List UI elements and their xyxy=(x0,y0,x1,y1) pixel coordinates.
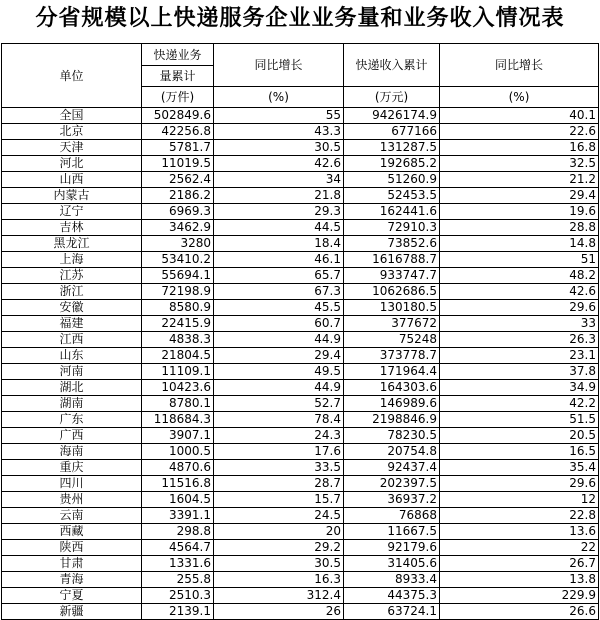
cell-volume: 3280 xyxy=(142,236,214,252)
cell-volume: 2510.3 xyxy=(142,588,214,604)
cell-revenue: 192685.2 xyxy=(344,156,440,172)
cell-volume-growth: 42.6 xyxy=(214,156,344,172)
cell-revenue: 51260.9 xyxy=(344,172,440,188)
cell-volume-growth: 30.5 xyxy=(214,556,344,572)
cell-volume: 10423.6 xyxy=(142,380,214,396)
cell-volume: 118684.3 xyxy=(142,412,214,428)
cell-revenue: 31405.6 xyxy=(344,556,440,572)
cell-revenue-growth: 23.1 xyxy=(440,348,599,364)
cell-province: 湖南 xyxy=(2,396,142,412)
cell-volume: 55694.1 xyxy=(142,268,214,284)
cell-revenue-growth: 40.1 xyxy=(440,108,599,124)
cell-volume: 3391.1 xyxy=(142,508,214,524)
cell-province: 甘肃 xyxy=(2,556,142,572)
cell-volume-growth: 312.4 xyxy=(214,588,344,604)
cell-province: 云南 xyxy=(2,508,142,524)
cell-revenue-growth: 29.4 xyxy=(440,188,599,204)
cell-revenue: 1062686.5 xyxy=(344,284,440,300)
cell-province: 海南 xyxy=(2,444,142,460)
cell-revenue: 20754.8 xyxy=(344,444,440,460)
cell-volume-growth: 20 xyxy=(214,524,344,540)
cell-province: 全国 xyxy=(2,108,142,124)
cell-revenue: 76868 xyxy=(344,508,440,524)
cell-province: 江苏 xyxy=(2,268,142,284)
cell-volume-growth: 24.5 xyxy=(214,508,344,524)
blank-row xyxy=(0,36,600,43)
table-row xyxy=(2,540,599,556)
table-row xyxy=(2,156,599,172)
cell-volume: 11019.5 xyxy=(142,156,214,172)
cell-volume: 11109.1 xyxy=(142,364,214,380)
cell-volume: 3907.1 xyxy=(142,428,214,444)
table-row xyxy=(2,444,599,460)
cell-volume: 21804.5 xyxy=(142,348,214,364)
cell-volume: 4838.3 xyxy=(142,332,214,348)
cell-volume: 5781.7 xyxy=(142,140,214,156)
cell-revenue: 8933.4 xyxy=(344,572,440,588)
table-row xyxy=(2,316,599,332)
cell-volume-growth: 52.7 xyxy=(214,396,344,412)
table-row xyxy=(2,508,599,524)
cell-volume: 22415.9 xyxy=(142,316,214,332)
cell-revenue-growth: 35.4 xyxy=(440,460,599,476)
cell-revenue: 146989.6 xyxy=(344,396,440,412)
cell-revenue: 373778.7 xyxy=(344,348,440,364)
cell-revenue-growth: 26.7 xyxy=(440,556,599,572)
cell-revenue-growth: 26.3 xyxy=(440,332,599,348)
table-row xyxy=(2,220,599,236)
cell-province: 广东 xyxy=(2,412,142,428)
table-row xyxy=(2,332,599,348)
cell-revenue-growth: 29.6 xyxy=(440,476,599,492)
cell-volume-growth: 30.5 xyxy=(214,140,344,156)
cell-revenue: 130180.5 xyxy=(344,300,440,316)
cell-province: 贵州 xyxy=(2,492,142,508)
table-row xyxy=(2,396,599,412)
cell-revenue-growth: 28.8 xyxy=(440,220,599,236)
cell-revenue: 63724.1 xyxy=(344,604,440,620)
cell-volume-growth: 26 xyxy=(214,604,344,620)
cell-volume: 2139.1 xyxy=(142,604,214,620)
cell-volume: 72198.9 xyxy=(142,284,214,300)
cell-province: 河北 xyxy=(2,156,142,172)
cell-volume-growth: 43.3 xyxy=(214,124,344,140)
cell-revenue: 9426174.9 xyxy=(344,108,440,124)
table-row xyxy=(2,604,599,620)
cell-volume: 2186.2 xyxy=(142,188,214,204)
table-row xyxy=(2,380,599,396)
cell-volume: 298.8 xyxy=(142,524,214,540)
cell-province: 江西 xyxy=(2,332,142,348)
data-table xyxy=(1,43,599,620)
table-row xyxy=(2,460,599,476)
cell-revenue-growth: 22.8 xyxy=(440,508,599,524)
cell-volume-growth: 16.3 xyxy=(214,572,344,588)
cell-revenue-growth: 19.6 xyxy=(440,204,599,220)
cell-revenue: 164303.6 xyxy=(344,380,440,396)
header-revenue: 快递收入累计 xyxy=(344,44,440,87)
cell-revenue: 677166 xyxy=(344,124,440,140)
cell-province: 安徽 xyxy=(2,300,142,316)
cell-province: 浙江 xyxy=(2,284,142,300)
table-row xyxy=(2,572,599,588)
cell-volume-growth: 44.9 xyxy=(214,332,344,348)
cell-volume: 11516.8 xyxy=(142,476,214,492)
cell-revenue-growth: 32.5 xyxy=(440,156,599,172)
cell-revenue-growth: 51 xyxy=(440,252,599,268)
header-volume-unit: (万件) xyxy=(142,87,214,108)
table-row xyxy=(2,252,599,268)
cell-volume: 1604.5 xyxy=(142,492,214,508)
cell-revenue-growth: 51.5 xyxy=(440,412,599,428)
cell-revenue: 1616788.7 xyxy=(344,252,440,268)
cell-revenue-growth: 13.8 xyxy=(440,572,599,588)
cell-revenue-growth: 13.6 xyxy=(440,524,599,540)
table-row xyxy=(2,556,599,572)
cell-revenue-growth: 37.8 xyxy=(440,364,599,380)
table-row xyxy=(2,204,599,220)
cell-revenue: 171964.4 xyxy=(344,364,440,380)
cell-volume-growth: 46.1 xyxy=(214,252,344,268)
table-row xyxy=(2,188,599,204)
cell-volume-growth: 60.7 xyxy=(214,316,344,332)
table-row xyxy=(2,476,599,492)
cell-volume-growth: 15.7 xyxy=(214,492,344,508)
cell-volume-growth: 78.4 xyxy=(214,412,344,428)
cell-province: 河南 xyxy=(2,364,142,380)
cell-revenue: 75248 xyxy=(344,332,440,348)
header-volume-growth: 同比增长 xyxy=(214,44,344,87)
table-row xyxy=(2,284,599,300)
cell-revenue-growth: 48.2 xyxy=(440,268,599,284)
cell-volume: 53410.2 xyxy=(142,252,214,268)
cell-volume-growth: 65.7 xyxy=(214,268,344,284)
cell-revenue-growth: 33 xyxy=(440,316,599,332)
cell-revenue-growth: 16.8 xyxy=(440,140,599,156)
cell-volume: 8580.9 xyxy=(142,300,214,316)
header-volume-growth-unit: (%) xyxy=(214,87,344,108)
cell-volume-growth: 29.2 xyxy=(214,540,344,556)
cell-volume: 3462.9 xyxy=(142,220,214,236)
cell-province: 陕西 xyxy=(2,540,142,556)
header-revenue-growth: 同比增长 xyxy=(440,44,599,87)
cell-revenue-growth: 22.6 xyxy=(440,124,599,140)
cell-volume-growth: 29.3 xyxy=(214,204,344,220)
table-row xyxy=(2,348,599,364)
cell-revenue-growth: 42.2 xyxy=(440,396,599,412)
cell-province: 黑龙江 xyxy=(2,236,142,252)
cell-province: 新疆 xyxy=(2,604,142,620)
table-header xyxy=(2,44,599,108)
cell-revenue-growth: 26.6 xyxy=(440,604,599,620)
cell-revenue: 11667.5 xyxy=(344,524,440,540)
cell-revenue-growth: 20.5 xyxy=(440,428,599,444)
cell-revenue: 131287.5 xyxy=(344,140,440,156)
cell-revenue: 72910.3 xyxy=(344,220,440,236)
cell-revenue: 92179.6 xyxy=(344,540,440,556)
cell-volume: 8780.1 xyxy=(142,396,214,412)
cell-volume-growth: 44.5 xyxy=(214,220,344,236)
sheet-title: 分省规模以上快递服务企业业务量和业务收入情况表 xyxy=(35,5,565,31)
header-revenue-unit: (万元) xyxy=(344,87,440,108)
table-row xyxy=(2,124,599,140)
cell-province: 山东 xyxy=(2,348,142,364)
cell-revenue: 44375.3 xyxy=(344,588,440,604)
table-row xyxy=(2,492,599,508)
table-row xyxy=(2,140,599,156)
cell-volume: 6969.3 xyxy=(142,204,214,220)
cell-revenue-growth: 12 xyxy=(440,492,599,508)
cell-province: 四川 xyxy=(2,476,142,492)
cell-province: 广西 xyxy=(2,428,142,444)
cell-province: 山西 xyxy=(2,172,142,188)
cell-volume-growth: 49.5 xyxy=(214,364,344,380)
header-revenue-growth-unit: (%) xyxy=(440,87,599,108)
cell-revenue-growth: 22 xyxy=(440,540,599,556)
cell-revenue: 162441.6 xyxy=(344,204,440,220)
table-row xyxy=(2,588,599,604)
header-volume-line1: 快递业务 xyxy=(142,44,214,66)
cell-volume-growth: 55 xyxy=(214,108,344,124)
cell-volume-growth: 44.9 xyxy=(214,380,344,396)
table-row xyxy=(2,268,599,284)
cell-volume-growth: 45.5 xyxy=(214,300,344,316)
cell-volume-growth: 17.6 xyxy=(214,444,344,460)
cell-volume-growth: 28.7 xyxy=(214,476,344,492)
cell-province: 上海 xyxy=(2,252,142,268)
cell-province: 辽宁 xyxy=(2,204,142,220)
cell-volume-growth: 21.8 xyxy=(214,188,344,204)
cell-province: 吉林 xyxy=(2,220,142,236)
cell-revenue: 73852.6 xyxy=(344,236,440,252)
cell-revenue: 2198846.9 xyxy=(344,412,440,428)
table-row xyxy=(2,300,599,316)
cell-revenue-growth: 14.8 xyxy=(440,236,599,252)
cell-volume: 2562.4 xyxy=(142,172,214,188)
table-row xyxy=(2,412,599,428)
table-body xyxy=(2,108,599,620)
cell-volume-growth: 18.4 xyxy=(214,236,344,252)
header-unit: 单位 xyxy=(2,44,142,108)
table-row xyxy=(2,428,599,444)
cell-revenue: 202397.5 xyxy=(344,476,440,492)
cell-province: 重庆 xyxy=(2,460,142,476)
cell-revenue: 377672 xyxy=(344,316,440,332)
cell-revenue: 92437.4 xyxy=(344,460,440,476)
cell-volume-growth: 67.3 xyxy=(214,284,344,300)
table-row xyxy=(2,236,599,252)
table-row xyxy=(2,172,599,188)
cell-volume: 1000.5 xyxy=(142,444,214,460)
cell-revenue-growth: 34.9 xyxy=(440,380,599,396)
cell-province: 西藏 xyxy=(2,524,142,540)
table-row xyxy=(2,524,599,540)
cell-revenue: 933747.7 xyxy=(344,268,440,284)
table-row xyxy=(2,108,599,124)
cell-province: 内蒙古 xyxy=(2,188,142,204)
cell-province: 天津 xyxy=(2,140,142,156)
cell-volume: 4564.7 xyxy=(142,540,214,556)
cell-volume: 255.8 xyxy=(142,572,214,588)
cell-volume: 4870.6 xyxy=(142,460,214,476)
cell-revenue-growth: 229.9 xyxy=(440,588,599,604)
cell-revenue-growth: 16.5 xyxy=(440,444,599,460)
cell-volume: 502849.6 xyxy=(142,108,214,124)
cell-revenue: 36937.2 xyxy=(344,492,440,508)
cell-revenue-growth: 29.6 xyxy=(440,300,599,316)
cell-province: 福建 xyxy=(2,316,142,332)
cell-revenue-growth: 42.6 xyxy=(440,284,599,300)
header-volume-line2: 量累计 xyxy=(142,66,214,87)
cell-volume-growth: 24.3 xyxy=(214,428,344,444)
cell-revenue: 52453.5 xyxy=(344,188,440,204)
cell-volume-growth: 34 xyxy=(214,172,344,188)
cell-volume-growth: 33.5 xyxy=(214,460,344,476)
cell-revenue: 78230.5 xyxy=(344,428,440,444)
cell-revenue-growth: 21.2 xyxy=(440,172,599,188)
table-row xyxy=(2,364,599,380)
cell-volume: 1331.6 xyxy=(142,556,214,572)
cell-province: 宁夏 xyxy=(2,588,142,604)
cell-volume: 42256.8 xyxy=(142,124,214,140)
cell-province: 青海 xyxy=(2,572,142,588)
cell-volume-growth: 29.4 xyxy=(214,348,344,364)
cell-province: 北京 xyxy=(2,124,142,140)
cell-province: 湖北 xyxy=(2,380,142,396)
